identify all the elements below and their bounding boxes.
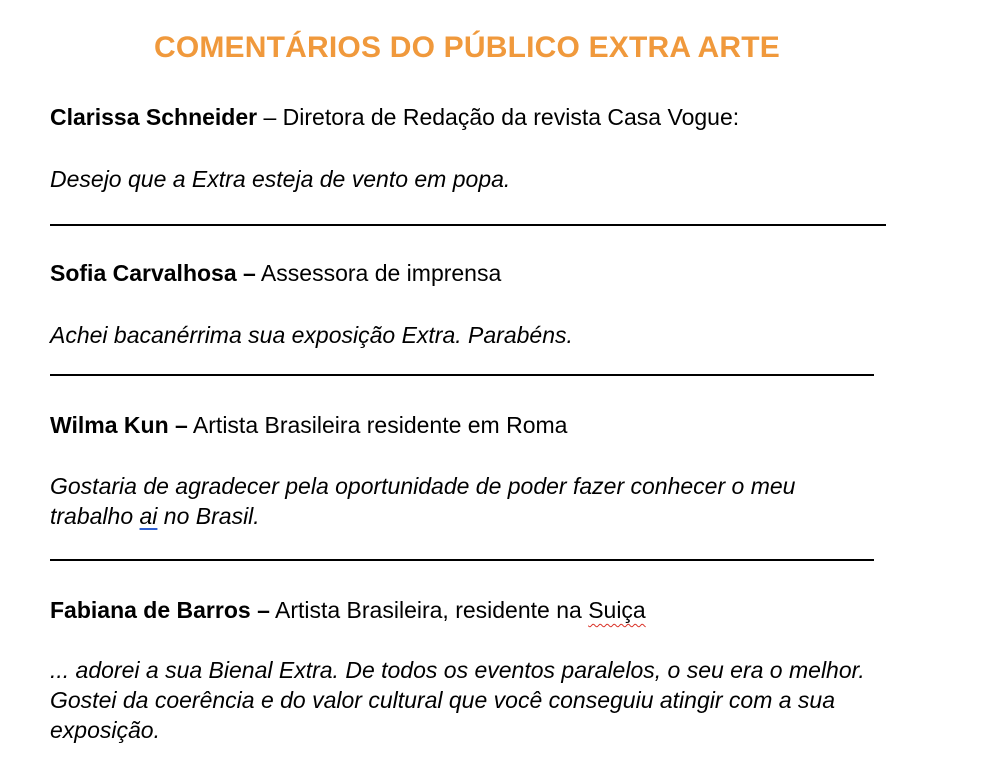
comment-2-header xyxy=(50,258,501,288)
comment-3-header xyxy=(50,410,567,440)
comment-2-quote: Achei bacanérrima sua exposição Extra. Parabéns. xyxy=(50,322,573,348)
comment-3-quote xyxy=(50,471,860,531)
comment-3-quote-text-start: Gostaria de agradecer pela oportunidade de poder fazer conhecer o meu trabalho xyxy=(50,473,796,529)
comment-1-header xyxy=(50,102,739,132)
separator-1 xyxy=(50,224,886,226)
comment-4-spellcheck-word[interactable]: Suiça xyxy=(588,597,646,623)
comment-4-quote: ... adorei a sua Bienal Extra. De todos os eventos paralelos, o seu era o melhor. Gostei da coerência e do valor cultural que você conseguiu atingir com a sua exposição. xyxy=(50,657,865,743)
comment-1-author: Clarissa Schneider xyxy=(50,104,258,130)
comment-3-role: Artista Brasileira residente em Roma xyxy=(187,412,568,438)
comment-4-header xyxy=(50,595,646,625)
comment-1-role: – Diretora de Redação da revista Casa Vogue: xyxy=(257,104,740,130)
document-title: COMENTÁRIOS DO PÚBLICO EXTRA ARTE xyxy=(153,31,781,64)
comment-2-role: Assessora de imprensa xyxy=(255,260,502,286)
comment-2-author: Sofia Carvalhosa – xyxy=(50,260,256,286)
comment-1-quote: Desejo que a Extra esteja de vento em popa. xyxy=(50,166,511,192)
separator-2 xyxy=(50,374,874,376)
comment-3-linked-word[interactable]: ai xyxy=(139,503,158,529)
comment-4-author: Fabiana de Barros – xyxy=(50,597,270,623)
comment-4-role-text: Artista Brasileira, residente na xyxy=(269,597,589,623)
comment-3-author: Wilma Kun – xyxy=(50,412,188,438)
separator-3 xyxy=(50,559,874,561)
comment-3-quote-text-end: no Brasil. xyxy=(157,503,260,529)
